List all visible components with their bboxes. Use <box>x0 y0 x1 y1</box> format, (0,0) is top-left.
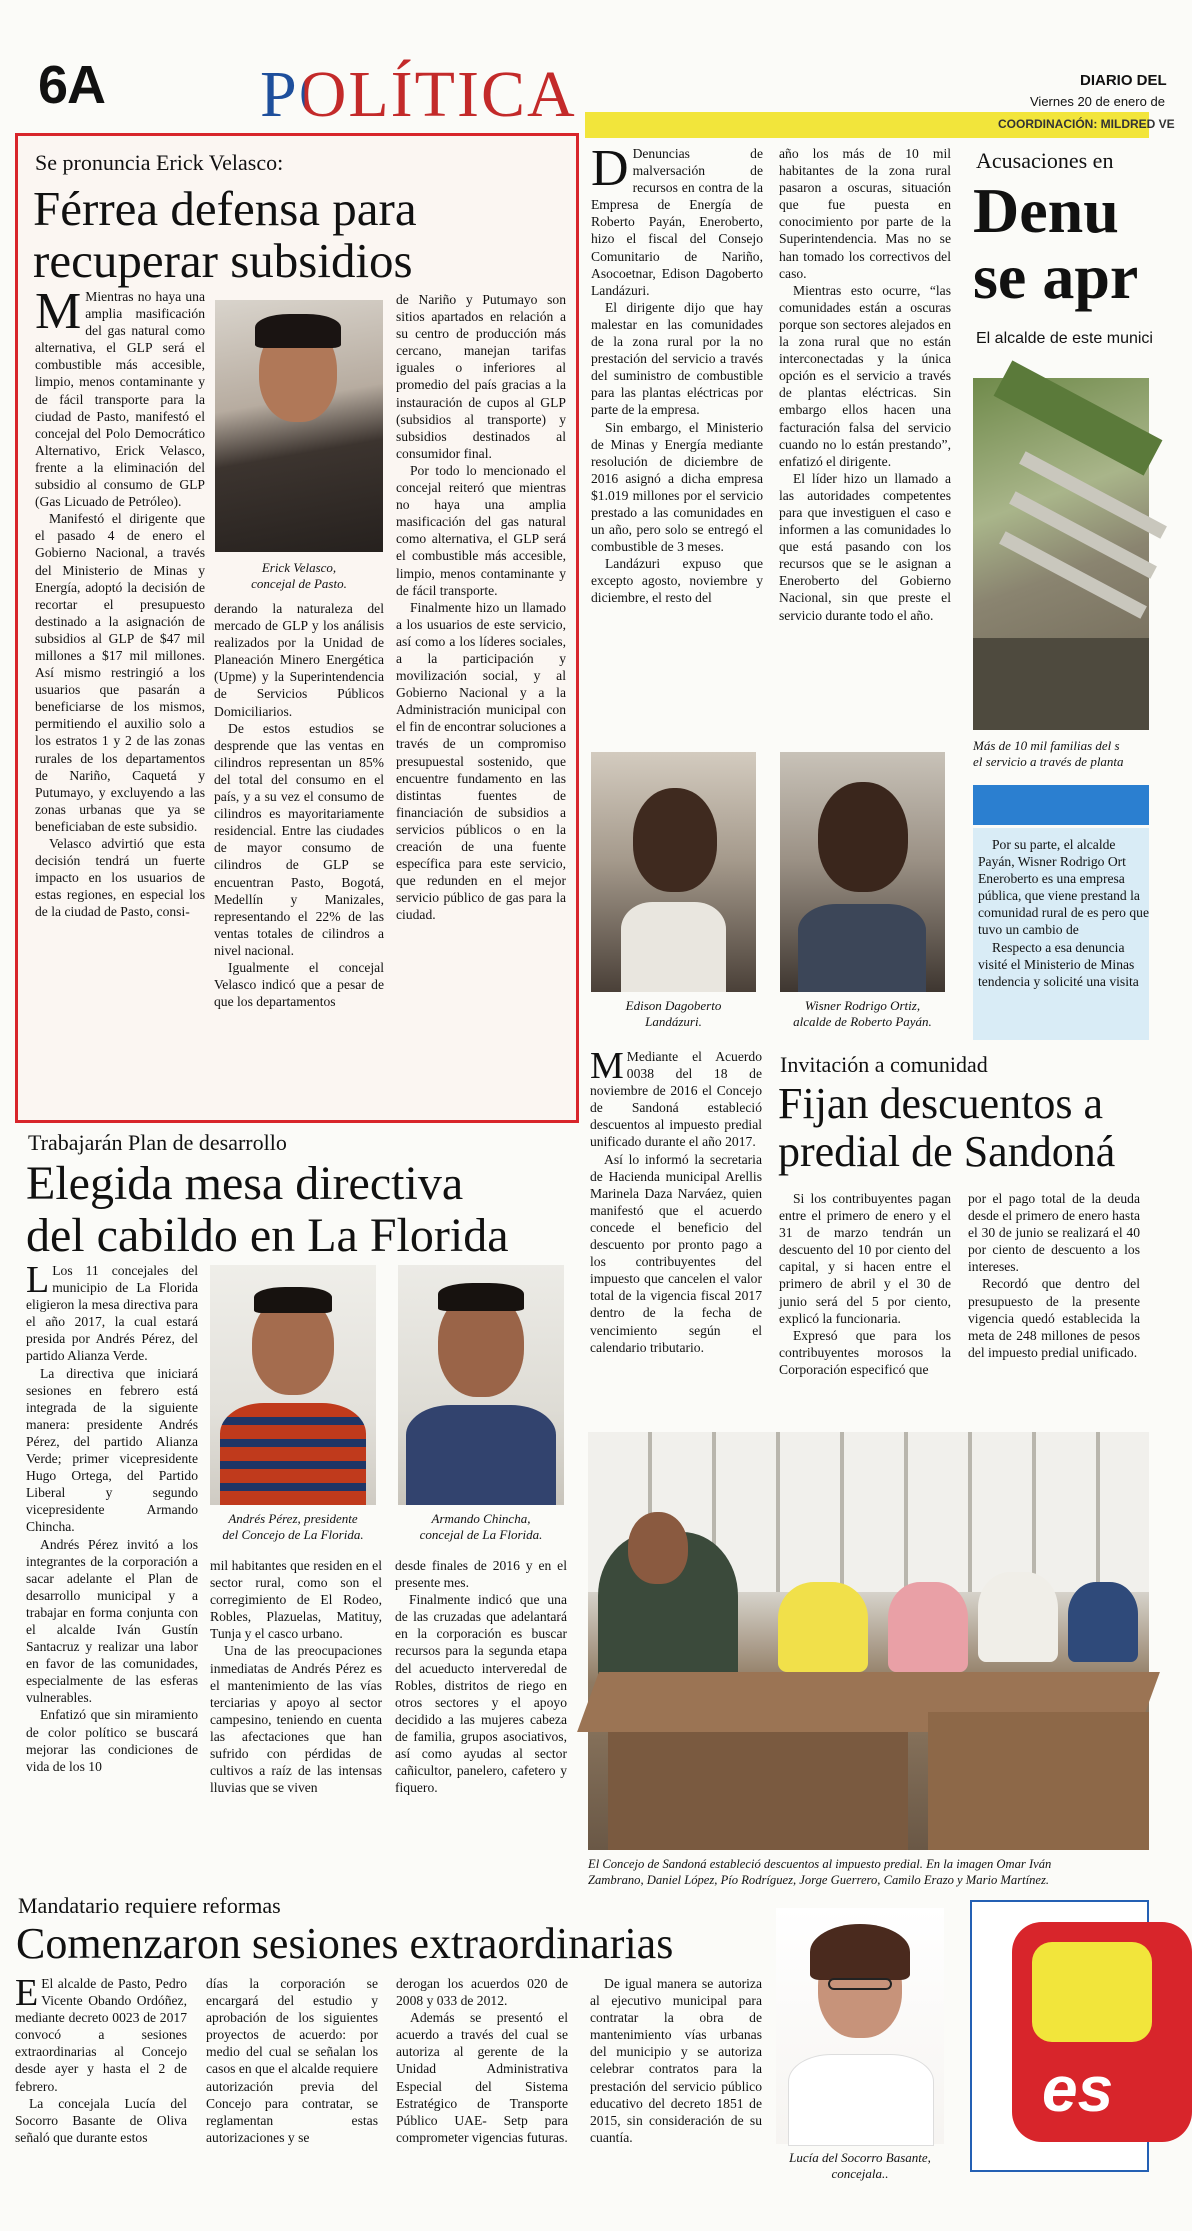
article-column <box>15 1972 187 2146</box>
article-column <box>26 1259 198 1775</box>
photo-wisner-ortiz <box>780 752 945 992</box>
paragraph: Así lo informó la secretaria de Hacienda municipal Arellis Marinela Daza Narváez, quien manifestó que el acuerdo concede el beneficio del descuento por pronto pago a los contribuyentes del impuesto que cancelen el valor total de la vigencia fiscal 2017 dentro de la fecha de vencimiento según el calendario tributario. <box>590 1151 762 1355</box>
paragraph: Finalmente indicó que una de las cruzadas que adelantará en la corporación es buscar recursos para la segunda etapa del acueducto interveredal de Robles, distritos de riego en otros sectores y el apoyo decidido a las mujeres cabeza de familia, grupos asociativos, así como ayudas al sector cañicultor, panelero, cafetero y fiquero. <box>395 1592 567 1796</box>
article-column <box>978 836 1149 1036</box>
page-number: 6A <box>38 55 106 115</box>
paragraph: Respecto a esa denuncia visité el Ministerio de Minas tendencia y solicité una visita <box>978 939 1139 989</box>
article-column <box>968 1190 1140 1361</box>
paragraph: E El alcalde de Pasto, Pedro Vicente Obando Ordóñez, mediante decreto 0023 de 2017 convocó a sesiones extraordinarias al Concejo desde ayer y hasta el 2 de febrero. <box>15 1972 187 2094</box>
paragraph: Además se presentó el acuerdo a través del cual se autoriza al gerente de la Unidad Administrativa Especial del Sistema Estratégico de Transporte Público UAE- Setp para comprometer vigencias futuras. <box>396 2010 568 2145</box>
photo-caption: El Concejo de Sandoná estableció descuentos al impuesto predial. En la imagen Omar Iván Zambrano, Daniel López, Pío Rodríguez, Jorge Guerrero, Camilo Erazo y Mario Martínez. <box>588 1857 1052 1887</box>
article-column <box>779 1190 951 1378</box>
paragraph: El dirigente dijo que hay malestar en las comunidades de la zona rural por la no prestación del servicio a través del suministro de combustible para las plantas eléctricas por parte de la empresa. <box>591 299 763 418</box>
article-headline: Denu se apr <box>973 175 1139 312</box>
paragraph: Recordó que dentro del presupuesto de la presente vigencia quedó establecida la meta de 248 millones de pesos del impuesto predial unificado. <box>968 1276 1140 1360</box>
article-deck: El alcalde de este munici <box>976 330 1153 347</box>
article-column <box>35 283 205 920</box>
paragraph: Igualmente el concejal Velasco indicó que a pesar de que los departamentos <box>214 959 384 1010</box>
coordination: COORDINACIÓN: MILDRED VE <box>998 117 1175 131</box>
photo-caption: Armando Chincha, concejal de La Florida. <box>419 1511 543 1542</box>
paragraph: Por su parte, el alcalde Payán, Wisner Rodrigo Ort Eneroberto es una empresa pública, que viene prestand la comunidad rural de es pero que tuvo un cambio de <box>978 837 1149 938</box>
paragraph: M Mediante el Acuerdo 0038 del 18 de noviembre de 2016 el Concejo de Sandoná estableció descuentos al impuesto predial unificado durante el año 2017. <box>590 1045 762 1150</box>
paragraph: Expresó que para los contribuyentes morosos la Corporación especificó que <box>779 1327 951 1377</box>
article-headline: Comenzaron sesiones extraordinarias <box>16 1919 674 1968</box>
article-column <box>396 1975 568 2146</box>
newspaper-name: DIARIO DEL <box>1080 72 1167 89</box>
photo-lucia-basante <box>776 1908 944 2144</box>
paragraph: Enfatizó que sin miramiento de color político se buscará mejorar las condiciones de vida de los 10 <box>26 1707 198 1774</box>
photo-caption: Erick Velasco, concejal de Pasto. <box>251 560 347 591</box>
paragraph: El líder hizo un llamado a las autoridades competentes para que investiguen el caso e informen a las comunidades lo que está pasando con los recursos que se le asignan a Eneroberto del Gobierno Nacional, sin que preste el servicio durante todo el año. <box>779 470 951 623</box>
paragraph: D Denuncias de malversación de recursos en contra de la Empresa de Energía de Roberto Payán, Eneroberto, hizo el fiscal del Consejo Comunitario de Nariño, Asocoetnar, Edison Dagoberto Landázuri. <box>591 140 763 298</box>
paragraph: mil habitantes que residen en el sector rural, como son el corregimiento de El Rodeo, Robles, Plazuelas, Matituy, Tunja y el casco urbano. <box>210 1558 382 1642</box>
article-headline: Fijan descuentos a predial de Sandoná <box>778 1079 1116 1176</box>
article-column <box>591 140 763 607</box>
article-column <box>210 1557 382 1796</box>
paragraph: Mientras esto ocurre, “las comunidades están a oscuras porque son sectores alejados en la zona rural que no están interconectadas y la única opción es el servicio a través de plantas eléctricas. Sin embargo ellos hacen una facturación falsa del servicio cuando no lo están prestando”, enfatizó el dirigente. <box>779 282 951 469</box>
article-kicker: Trabajarán Plan de desarrollo <box>28 1130 287 1155</box>
article-kicker: Se pronuncia Erick Velasco: <box>35 150 284 175</box>
article-headline: Férrea defensa para recuperar subsidios <box>33 181 417 288</box>
paragraph: días la corporación se encargará del estudio y aprobación de los siguientes proyectos de acuerdo: por medio del cual se señalan los casos en que el alcalde requiere autorización previa del Concejo para contratar, se reglamentan estas autorizaciones y se <box>206 1976 378 2145</box>
paragraph: de Nariño y Putumayo son sitios apartados en relación a su centro de producción más cercano, manejan tarifas iguales o inferiores al promedio del país gracias a la instauración de cupos al GLP (subsidios al transporte) y subsidios destinados al consumidor final. <box>396 292 566 461</box>
article-kicker: Mandatario requiere reformas <box>18 1893 281 1918</box>
paragraph: Por todo lo mencionado el concejal reiteró que mientras no haya una amplia masificación del gas natural como alternativa, el GLP será el combustible más accesible, limpio, menos contaminante y de fácil transporte. <box>396 462 566 598</box>
paragraph: por el pago total de la deuda desde el primero de enero hasta el 30 de junio se realizará el 40 por ciento de descuento a los intereses. <box>968 1191 1140 1275</box>
blue-band <box>973 785 1149 825</box>
article-column <box>590 1045 762 1356</box>
paragraph: desde finales de 2016 y en el presente mes. <box>395 1558 567 1591</box>
article-column <box>214 600 384 1010</box>
article-kicker: Invitación a comunidad <box>780 1052 988 1077</box>
advertisement <box>970 1900 1149 2172</box>
paragraph: Landázuri expuso que excepto agosto, noviembre y diciembre, el resto del <box>591 556 763 606</box>
paragraph: La directiva que iniciará sesiones en febrero está integrada de la siguiente manera: presidente Andrés Pérez, del partido Alianza Verde; primer vicepresidente Hugo Ortega, del Partido Liberal y segundo vicepresidente Armando Chincha. <box>26 1365 198 1535</box>
header-date: Viernes 20 de enero de <box>1030 94 1165 109</box>
paragraph: Manifestó el dirigente que el pasado 4 de enero el Gobierno Nacional, a través del Ministerio de Minas y Energía, adoptó la decisión de recortar el presupuesto destinado a la asignación de subsidios al GLP de $47 mil millones a $17 mil millones. Así mismo restringió a los usuarios que pasarán a beneficiarse de los mismos, permitiendo el auxilio solo a los estratos 1 y 2 de las zonas rurales de los departamentos de Nariño, Caquetá y Putumayo, y excluyendo a las zonas urbanas que ya se beneficiaban de este subsidio. <box>35 511 205 834</box>
article-column <box>206 1975 378 2146</box>
section-title: POLÍTICA <box>260 58 577 131</box>
article-column <box>395 1557 567 1796</box>
paragraph: Una de las preocupaciones inmediatas de Andrés Pérez es el mantenimiento de las vías terciarias y apoyo al sector campesino, teniendo en cuenta las afectaciones que han sufrido con pérdidas de cultivos a raíz de las intensas lluvias que se viven <box>210 1643 382 1796</box>
photo-caption: Andrés Pérez, presidente del Concejo de La Florida. <box>222 1511 364 1542</box>
photo-caption: Más de 10 mil familias del s el servicio a través de planta <box>973 738 1124 769</box>
paragraph: Sin embargo, el Ministerio de Minas y Energía mediante resolución de diciembre de 2016 asignó a dicha empresa $1.019 millones por el servicio prestado a las comunidades en un año, pero solo se entregó el combustible de 3 meses. <box>591 419 763 555</box>
paragraph: Si los contribuyentes pagan entre el primero de enero y el 31 de marzo tendrán un descuento del 10 por ciento del capital, y si hacen entre el primero de abril y el 30 de junio será del 5 por ciento, explicó la funcionaria. <box>779 1191 951 1326</box>
article-column <box>396 291 566 923</box>
paragraph: Andrés Pérez invitó a los integrantes de la corporación a sacar adelante el Plan de desarrollo municipal y a trabajar en forma conjunta con el alcalde Iván Gustín Santacruz y realizar una labor en favor de las comunidades, especialmente de las esferas vulnerables. <box>26 1536 198 1706</box>
paragraph: Finalmente hizo un llamado a los usuarios de este servicio, así como a los líderes sociales, a la participación y movilización social, y al Gobierno Nacional y a la Administración municipal con el fin de encontrar soluciones a través de un compromiso presupuestal sostenido, que encuentre fundamento en las distintas fuentes de financiación de subsidios a servicios públicos o en la creación de una fuente específica para este servicio, que redunden en el mejor servicio público de gas para la ciudad. <box>396 599 566 923</box>
photo-caption: Wisner Rodrigo Ortiz, alcalde de Roberto Payán. <box>793 998 932 1029</box>
paragraph: La concejala Lucía del Socorro Basante de Oliva señaló que durante estos <box>15 2095 187 2145</box>
photo-concejo-sandona <box>588 1432 1149 1850</box>
photo-edison-landazuri <box>591 752 756 992</box>
photo-caption: Lucía del Socorro Basante, concejala.. <box>789 2150 931 2181</box>
article-column <box>590 1975 762 2146</box>
paragraph: De igual manera se autoriza al ejecutivo municipal para contratar la obra de mantenimiento vías urbanas del municipio y se autoriza celebrar contratos para la prestación del servicio público educativo del decreto 1851 de 2015, sin consideración de su cuantía. <box>590 1976 762 2145</box>
photo-community-stairs <box>973 378 1149 730</box>
article-column <box>779 145 951 624</box>
paragraph: De estos estudios se desprende que las ventas en cilindros representan un 85% del total del consumo en el país, y a su vez el consumo de cilindros es mayoritariamente residencial. Entre las ciudades de mayor consumo de cilindros de GLP se encuentran Pasto, Bogotá, Medellín y Manizales, representando el 22% de las ventas totales de cilindros a nivel nacional. <box>214 720 384 958</box>
photo-erick-velasco <box>215 300 383 552</box>
paragraph: M Mientras no haya una amplia masificación del gas natural como alternativa, el GLP será el combustible más accesible, limpio, menos contaminante y de fácil transporte para la ciudad de Pasto, manifestó el concejal del Polo Democrático Alternativo, Erick Velasco, frente a la eliminación del subsidio al consumo de GLP (Gas Licuado de Petróleo). <box>35 283 205 510</box>
paragraph: Velasco advirtió que esta decisión tendrá un fuerte impacto en los usuarios de estas regiones, en especial los de la ciudad de Pasto, consi- <box>35 836 205 920</box>
paragraph: L Los 11 concejales del municipio de La Florida eligieron la mesa directiva para el año 2017, la cual estará presida por Andrés Pérez, del partido Alianza Verde. <box>26 1259 198 1364</box>
photo-andres-perez <box>210 1265 376 1505</box>
paragraph: derogan los acuerdos 020 de 2008 y 033 de 2012. <box>396 1976 568 2009</box>
ad-letters: es <box>1042 2053 1114 2125</box>
article-headline: Elegida mesa directiva del cabildo en La Florida <box>26 1157 509 1262</box>
article-kicker: Acusaciones en <box>976 148 1114 173</box>
paragraph: derando la naturaleza del mercado de GLP y los análisis realizados por la Unidad de Planeación Minero Energética (Upme) y la Superintendencia de Servicios Públicos Domiciliarios. <box>214 601 384 719</box>
photo-caption: Edison Dagoberto Landázuri. <box>625 998 722 1029</box>
photo-armando-chincha <box>398 1265 564 1505</box>
paragraph: año los más de 10 mil habitantes de la zona rural pasaron a oscuras, situación que fue puesta en conocimiento por parte de la Superintendencia. Mas no se han tomado los correctivos del caso. <box>779 146 951 281</box>
